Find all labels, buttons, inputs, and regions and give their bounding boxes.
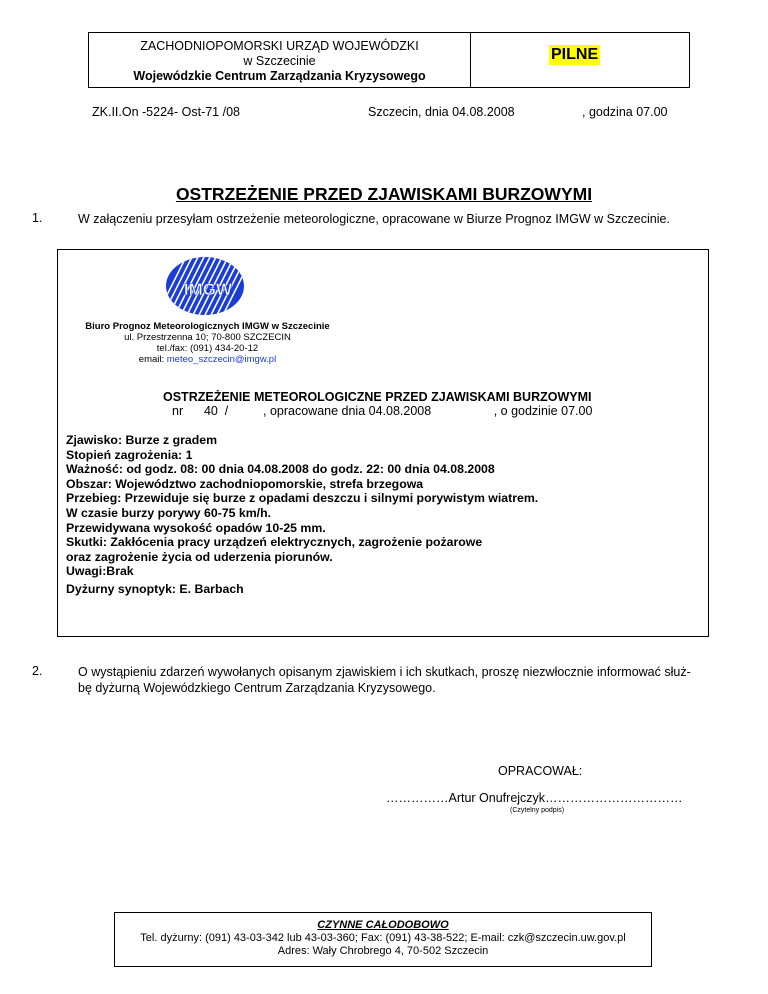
signature-caption: (Czytelny podpis): [510, 807, 565, 814]
office-block: [89, 33, 471, 87]
signature-label: OPRACOWAŁ:: [498, 764, 583, 778]
office-department: Wojewódzkie Centrum Zarządzania Kryzysowego: [133, 69, 426, 83]
item-1-text: W załączeniu przesyłam ostrzeżenie meteorologiczne, opracowane w Biurze Prognoz IMGW w Szczecinie.: [78, 212, 670, 226]
bureau-info: [0, 321, 415, 365]
office-city: w Szczecinie: [243, 54, 316, 68]
header-box: [88, 32, 690, 88]
footer-box: [114, 912, 652, 967]
item-2-number: 2.: [32, 664, 43, 678]
item-2-text: [78, 664, 691, 696]
warning-title: OSTRZEŻENIE METEOROLOGICZNE PRZED ZJAWISKAMI BURZOWYMI: [163, 390, 592, 404]
bureau-email-link[interactable]: meteo_szczecin@imgw.pl: [166, 354, 277, 365]
footer-heading: CZYNNE CAŁODOBOWO: [317, 919, 449, 931]
reference-time: , godzina 07.00: [582, 105, 668, 119]
warning-line: Obszar: Województwo zachodniopomorskie, strefa brzegowa: [66, 476, 424, 491]
item-2-line: bę dyżurną Wojewódzkiego Centrum Zarządzania Kryzysowego.: [78, 681, 436, 695]
reference-place-date: Szczecin, dnia 04.08.2008: [368, 105, 515, 119]
item-1-number: 1.: [32, 211, 43, 225]
warning-line: Zjawisko: Burze z gradem: [66, 433, 218, 447]
warning-line: oraz zagrożenie życia od uderzenia piorunów.: [66, 549, 333, 564]
document-title: OSTRZEŻENIE PRZED ZJAWISKAMI BURZOWYMI: [175, 184, 593, 204]
warning-line: Ważność: od godz. 08: 00 dnia 04.08.2008 do godz. 22: 00 dnia 04.08.2008: [66, 462, 495, 477]
warning-line: Uwagi:Brak: [66, 564, 134, 579]
warning-line: W czasie burzy porywy 60-75 km/h.: [66, 505, 272, 520]
office-name: ZACHODNIOPOMORSKI URZĄD WOJEWÓDZKI: [140, 39, 419, 53]
footer-address: Adres: Wały Chrobrego 4, 70-502 Szczecin: [277, 945, 489, 957]
logo-text: IMGW: [183, 280, 233, 299]
warning-line: Skutki: Zakłócenia pracy urządzeń elektrycznych, zagrożenie pożarowe: [66, 535, 483, 550]
warning-details: [66, 433, 538, 579]
warning-line: Stopień zagrożenia: 1: [66, 447, 193, 462]
warning-line: Przewidywana wysokość opadów 10-25 mm.: [66, 520, 326, 535]
bureau-email-line: [0, 354, 415, 365]
warning-number-line: nr 40 / , opracowane dnia 04.08.2008 , o godzinie 07.00: [172, 404, 593, 418]
priority-badge: PILNE: [551, 46, 599, 63]
duty-forecaster: Dyżurny synoptyk: E. Barbach: [66, 582, 244, 596]
signature-name: ……………Artur Onufrejczyk……………………………: [386, 791, 683, 805]
imgw-logo-icon: [164, 255, 246, 317]
bureau-phone: tel./fax: (091) 434-20-12: [156, 343, 259, 354]
bureau-address: ul. Przestrzenna 10; 70-800 SZCZECIN: [124, 332, 291, 343]
bureau-name: Biuro Prognoz Meteorologicznych IMGW w Szczecinie: [85, 321, 330, 332]
reference-number: ZK.II.On -5224- Ost-71 /08: [92, 105, 240, 119]
item-2-line: O wystąpieniu zdarzeń wywołanych opisanym zjawiskiem i ich skutkach, proszę niezwłocznie informować służ-: [78, 665, 691, 679]
warning-line: Przebieg: Przewiduje się burze z opadami deszczu i silnymi porywistym wiatrem.: [66, 491, 539, 506]
bureau-email-label: email:: [138, 354, 167, 365]
footer-contacts: Tel. dyżurny: (091) 43-03-342 lub 43-03-360; Fax: (091) 43-38-522; E-mail: czk@szczecin.uw.gov.pl: [140, 932, 626, 944]
